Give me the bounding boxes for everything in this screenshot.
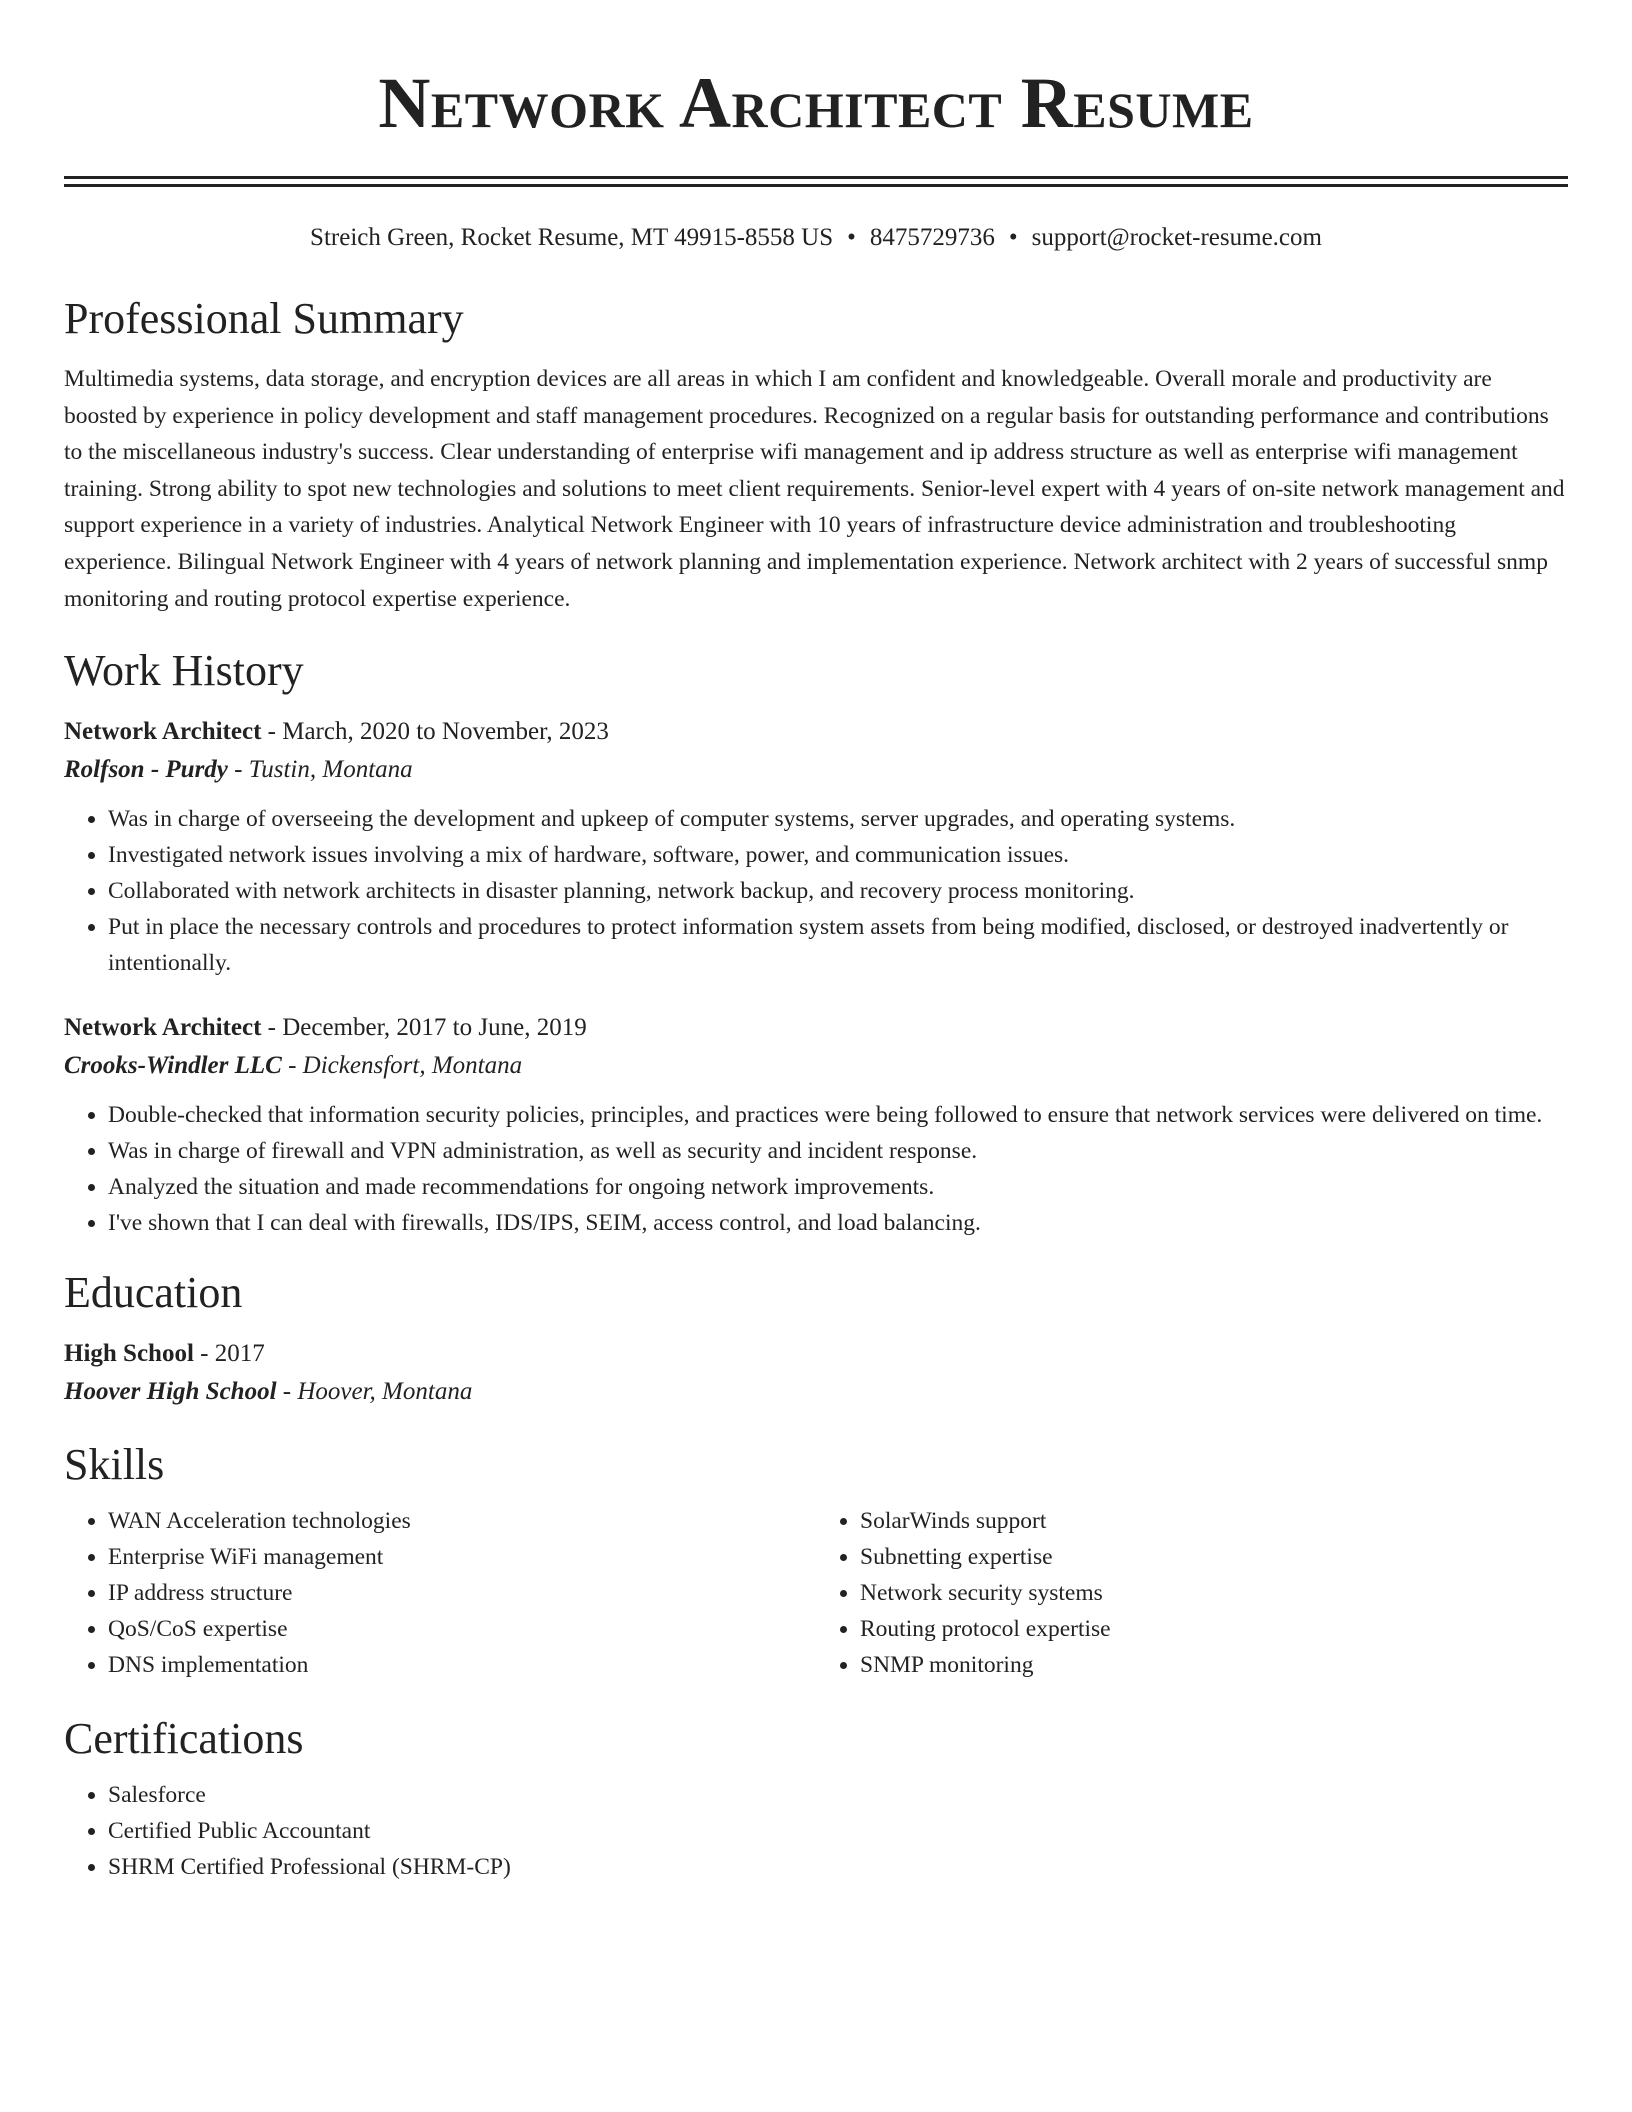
skill-item: • Subnetting expertise bbox=[860, 1539, 1568, 1575]
skill-item: • SNMP monitoring bbox=[860, 1647, 1568, 1683]
skill-item: • WAN Acceleration technologies bbox=[108, 1503, 816, 1539]
contact-separator: • bbox=[1008, 224, 1018, 251]
job-bullet: • Collaborated with network architects in disaster planning, network backup, and recovery process monitoring. bbox=[108, 873, 1568, 909]
job-bullet: • I've shown that I can deal with firewalls, IDS/IPS, SEIM, access control, and load balancing. bbox=[108, 1205, 1568, 1241]
job-bullet-list bbox=[64, 801, 1568, 981]
skill-item: • SolarWinds support bbox=[860, 1503, 1568, 1539]
skills-grid bbox=[64, 1503, 1568, 1683]
summary-heading: Professional Summary bbox=[64, 294, 464, 343]
skill-item: • DNS implementation bbox=[108, 1647, 816, 1683]
skills-list-right bbox=[816, 1503, 1568, 1683]
job-entry bbox=[64, 713, 1568, 981]
certification-item: • Certified Public Accountant bbox=[108, 1813, 1568, 1849]
resume-title: Network Architect Resume bbox=[378, 63, 1254, 143]
contact-separator: • bbox=[847, 224, 856, 251]
summary-text: Multimedia systems, data storage, and encryption devices are all areas in which I am confident and knowledgeable. Overall morale and productivity are boosted by experience in policy development and staff management procedures. Recognized on a regular basis for outstanding performance and contributions to the miscellaneous industry's success. Clear understanding of enterprise wifi management and ip address structure as well as enterprise wifi management training. Strong ability to spot new technologies and solutions to meet client requirements. Senior-level expert with 4 years of on-site network management and support experience in a variety of industries. Analytical Network Engineer with 10 years of infrastructure device administration and troubleshooting experience. Bilingual Network Engineer with 4 years of network planning and implementation experience. Network architect with 2 years of successful snmp monitoring and routing protocol expertise experience. bbox=[64, 366, 1565, 612]
job-bullet: • Was in charge of firewall and VPN administration, as well as security and incident response. bbox=[108, 1133, 1568, 1169]
education-degree-line bbox=[64, 1335, 1568, 1373]
skill-item: • QoS/CoS expertise bbox=[108, 1611, 816, 1647]
job-dates: - December, 2017 to June, 2019 bbox=[261, 1014, 587, 1042]
skills-heading: Skills bbox=[64, 1440, 165, 1490]
skill-item: • IP address structure bbox=[108, 1575, 816, 1611]
skill-item: • Enterprise WiFi management bbox=[108, 1539, 816, 1575]
job-title: Network Architect bbox=[64, 718, 262, 746]
skills-list-left bbox=[64, 1503, 816, 1683]
skill-item: • Network security systems bbox=[860, 1575, 1568, 1611]
job-location: - Dickensfort, Montana bbox=[281, 1052, 523, 1080]
education-school-line bbox=[64, 1373, 1568, 1411]
contact-email: support@rocket-resume.com bbox=[1031, 224, 1322, 251]
contact-phone: 8475729736 bbox=[869, 224, 995, 251]
education-location: - Hoover, Montana bbox=[276, 1378, 473, 1406]
job-title: Network Architect bbox=[64, 1014, 262, 1042]
contact-line bbox=[64, 221, 1568, 255]
job-bullet: • Double-checked that information security policies, principles, and practices were being followed to ensure that network services were delivered on time. bbox=[108, 1097, 1568, 1133]
education-school: Hoover High School bbox=[64, 1378, 277, 1406]
skill-item: • Routing protocol expertise bbox=[860, 1611, 1568, 1647]
job-title-line bbox=[64, 1009, 1568, 1047]
work-history-heading: Work History bbox=[64, 646, 304, 696]
job-bullet-list bbox=[64, 1097, 1568, 1241]
job-bullet: • Was in charge of overseeing the development and upkeep of computer systems, server upgrades, and operating systems. bbox=[108, 801, 1568, 837]
job-bullet: • Put in place the necessary controls and procedures to protect information system assets from being modified, disclosed, or destroyed inadvertently or intentionally. bbox=[108, 909, 1568, 981]
job-company-line bbox=[64, 1047, 1568, 1085]
certifications-list bbox=[64, 1777, 1568, 1885]
education-heading: Education bbox=[64, 1268, 243, 1318]
job-entry bbox=[64, 1009, 1568, 1241]
contact-address: Streich Green, Rocket Resume, MT 49915-8558 US bbox=[310, 224, 834, 251]
job-bullet: • Analyzed the situation and made recommendations for ongoing network improvements. bbox=[108, 1169, 1568, 1205]
job-dates: - March, 2020 to November, 2023 bbox=[261, 718, 609, 746]
job-title-line bbox=[64, 713, 1568, 751]
title-double-rule bbox=[64, 176, 1568, 187]
job-company: Rolfson - Purdy bbox=[64, 756, 228, 784]
job-location: - Tustin, Montana bbox=[227, 756, 413, 784]
job-company: Crooks-Windler LLC bbox=[64, 1052, 282, 1080]
certification-item: • Salesforce bbox=[108, 1777, 1568, 1813]
education-year: - 2017 bbox=[193, 1340, 265, 1368]
job-bullet: • Investigated network issues involving a mix of hardware, software, power, and communication issues. bbox=[108, 837, 1568, 873]
certification-item: • SHRM Certified Professional (SHRM-CP) bbox=[108, 1849, 1568, 1885]
certifications-heading: Certifications bbox=[64, 1714, 304, 1764]
education-degree: High School bbox=[64, 1340, 194, 1368]
job-company-line bbox=[64, 751, 1568, 789]
